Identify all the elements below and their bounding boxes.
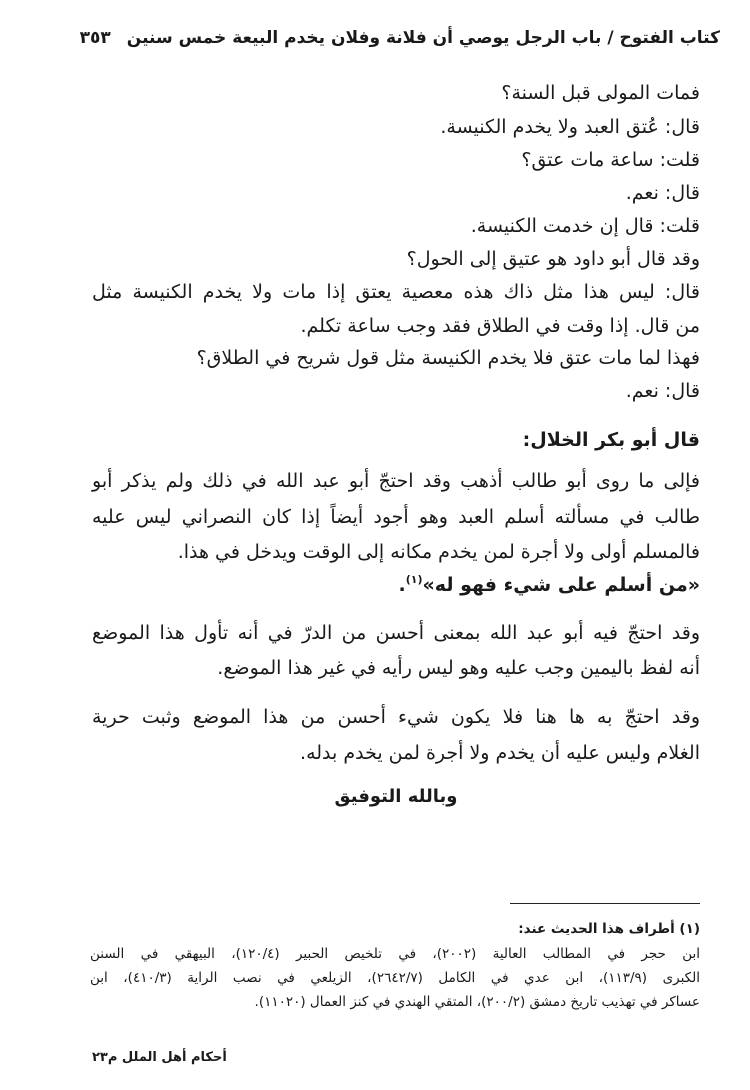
- text-line: أنه لفظ باليمين وجب عليه وهو ليس رأيه في غير هذا الموضع.: [217, 657, 700, 679]
- text-line: وقد قال أبو داود هو عتيق إلى الحول؟: [406, 248, 700, 270]
- text-line: قال: نعم.: [625, 380, 700, 402]
- text-line: فإلى ما روى أبو طالب أذهب وقد احتجّ أبو عبد الله في ذلك ولم يذكر أبو: [92, 470, 700, 492]
- text-line: من قال. إذا وقت في الطلاق فقد وجب ساعة تكلم.: [300, 315, 700, 337]
- hadith-period: .: [398, 574, 406, 596]
- footnote-marker: (١): [405, 573, 423, 586]
- footnote-line: ابن حجر في المطالب العالية (٢٠٠٢)، في تلخيص الحبير (١٢٠/٤)، البيهقي في السنن: [90, 946, 700, 962]
- text-line: قلت: ساعة مات عتق؟: [521, 149, 700, 171]
- section-heading: قال أبو بكر الخلال:: [522, 429, 700, 451]
- text-line: الغلام وليس عليه أن يخدم ولا أجرة لمن يخدم بدله.: [300, 742, 700, 764]
- text-line: فمات المولى قبل السنة؟: [501, 82, 700, 104]
- hadith-quote: «من أسلم على شيء فهو له»: [422, 574, 700, 596]
- text-line: وقد احتجّ به ها هنا فلا يكون شيء أحسن من هذا الموضع وثبت حرية: [92, 706, 700, 728]
- hadith-quote-line: [399, 570, 700, 603]
- text-line: قال: ليس هذا مثل ذاك هذه معصية يعتق إذا مات ولا يخدم الكنيسة مثل: [92, 281, 700, 303]
- page-number: ٣٥٣: [79, 28, 111, 48]
- footnote-separator: [510, 903, 700, 904]
- text-line: قلت: قال إن خدمت الكنيسة.: [470, 215, 700, 237]
- text-line: وقد احتجّ فيه أبو عبد الله بمعنى أحسن من الدرّ في أنه تأول هذا الموضع: [92, 622, 700, 644]
- header-title: كتاب الفتوح / باب الرجل يوصي أن فلانة وفلان يخدم البيعة خمس سنين: [126, 28, 720, 48]
- running-header: [79, 24, 720, 52]
- footnote-line: (١) أطراف هذا الحديث عند:: [518, 921, 700, 937]
- text-line: قال: عُتق العبد ولا يخدم الكنيسة.: [440, 116, 700, 138]
- text-line: قال: نعم.: [625, 182, 700, 204]
- text-line: طالب في مسألته أسلم العبد وهو أجود أيضاً إذا كان النصراني ليس عليه: [92, 506, 700, 528]
- footnote-line: الكبرى (١١٣/٩)، ابن عدي في الكامل (٢٦٤٢/٧)، الزيلعي في نصب الراية (٤١٠/٣)، ابن: [90, 970, 700, 986]
- text-line: فهذا لما مات عتق فلا يخدم الكنيسة مثل قول شريح في الطلاق؟: [196, 347, 700, 369]
- footnote-line: عساكر في تهذيب تاريخ دمشق (٢٠٠/٢)، المتقي الهندي في كنز العمال (١١٠٢٠).: [254, 994, 700, 1010]
- closing-formula: وبالله التوفيق: [334, 786, 458, 807]
- text-line: فالمسلم أولى ولا أجرة لمن يخدم مكانه إلى الوقت ويدخل في هذا.: [177, 541, 700, 563]
- signature-mark: أحكام أهل الملل م٢٣: [92, 1050, 227, 1065]
